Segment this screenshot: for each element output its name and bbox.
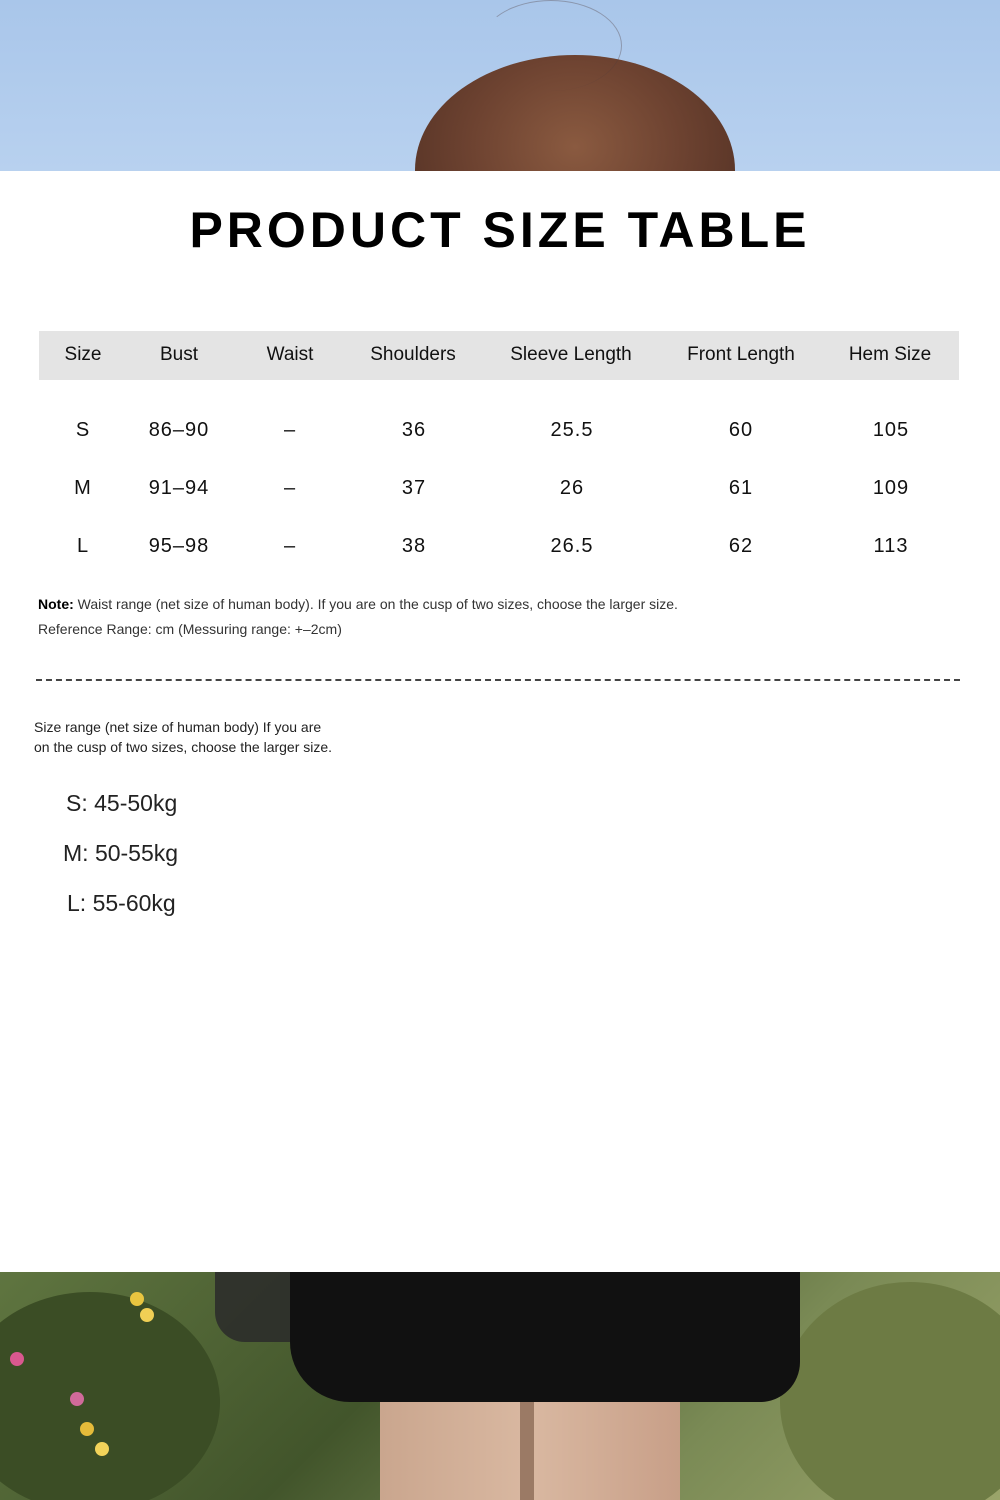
black-skirt-image	[290, 1272, 800, 1402]
legs-gap-image	[520, 1392, 534, 1500]
cell-bust: 86–90	[148, 419, 210, 441]
weight-m: M: 50-55kg	[63, 840, 179, 866]
cell-sleeve-length: 26.5	[550, 535, 594, 557]
cell-hem-size: 113	[873, 535, 909, 557]
header-bust: Bust	[159, 344, 199, 365]
cell-size: L	[76, 535, 90, 557]
cell-front-length: 62	[728, 535, 754, 557]
header-size: Size	[64, 344, 102, 365]
cell-shoulders: 37	[401, 477, 427, 499]
cell-front-length: 61	[728, 477, 754, 499]
header-shoulders: Shoulders	[370, 344, 456, 365]
note-label: Note:	[38, 596, 74, 612]
table-row	[39, 411, 959, 451]
size-range-line-2: on the cusp of two sizes, choose the larger size.	[34, 739, 333, 755]
hair-strand-image	[480, 0, 622, 91]
cell-front-length: 60	[728, 419, 754, 441]
note-body: Waist range (net size of human body). If you are on the cusp of two sizes, choose the larger size.	[73, 596, 678, 612]
note-text	[38, 596, 678, 612]
cell-hem-size: 105	[872, 419, 910, 441]
header-front-length: Front Length	[687, 344, 795, 365]
bottom-photo	[0, 1272, 1000, 1500]
size-chart-card	[0, 171, 1000, 1272]
flower-image	[10, 1352, 24, 1366]
dashed-divider	[36, 679, 960, 681]
cell-bust: 95–98	[148, 535, 210, 557]
table-row	[39, 527, 959, 567]
foliage-image	[780, 1282, 1000, 1500]
reference-range: Reference Range: cm (Messuring range: +–2cm)	[38, 621, 342, 637]
page-title: PRODUCT SIZE TABLE	[189, 202, 811, 258]
header-waist: Waist	[266, 344, 314, 365]
flower-image	[95, 1442, 109, 1456]
header-hem-size: Hem Size	[848, 344, 932, 365]
flower-image	[140, 1308, 154, 1322]
cell-hem-size: 109	[872, 477, 910, 499]
flower-image	[80, 1422, 94, 1436]
cell-waist: –	[283, 419, 297, 441]
weight-s: S: 45-50kg	[66, 790, 178, 816]
table-row	[39, 469, 959, 509]
cell-waist: –	[283, 535, 297, 557]
cell-size: M	[74, 477, 92, 499]
cell-waist: –	[283, 477, 297, 499]
foliage-image	[0, 1292, 220, 1500]
weight-l: L: 55-60kg	[67, 890, 176, 916]
cell-shoulders: 38	[401, 535, 427, 557]
header-sleeve-length: Sleeve Length	[510, 344, 632, 365]
size-range-line-1: Size range (net size of human body) If you are	[34, 719, 322, 735]
flower-image	[130, 1292, 144, 1306]
flower-image	[70, 1392, 84, 1406]
cell-shoulders: 36	[401, 419, 427, 441]
table-header	[39, 331, 959, 380]
cell-size: S	[75, 419, 91, 441]
top-photo	[0, 0, 1000, 171]
cell-sleeve-length: 25.5	[550, 419, 594, 441]
cell-sleeve-length: 26	[559, 477, 585, 499]
cell-bust: 91–94	[148, 477, 210, 499]
